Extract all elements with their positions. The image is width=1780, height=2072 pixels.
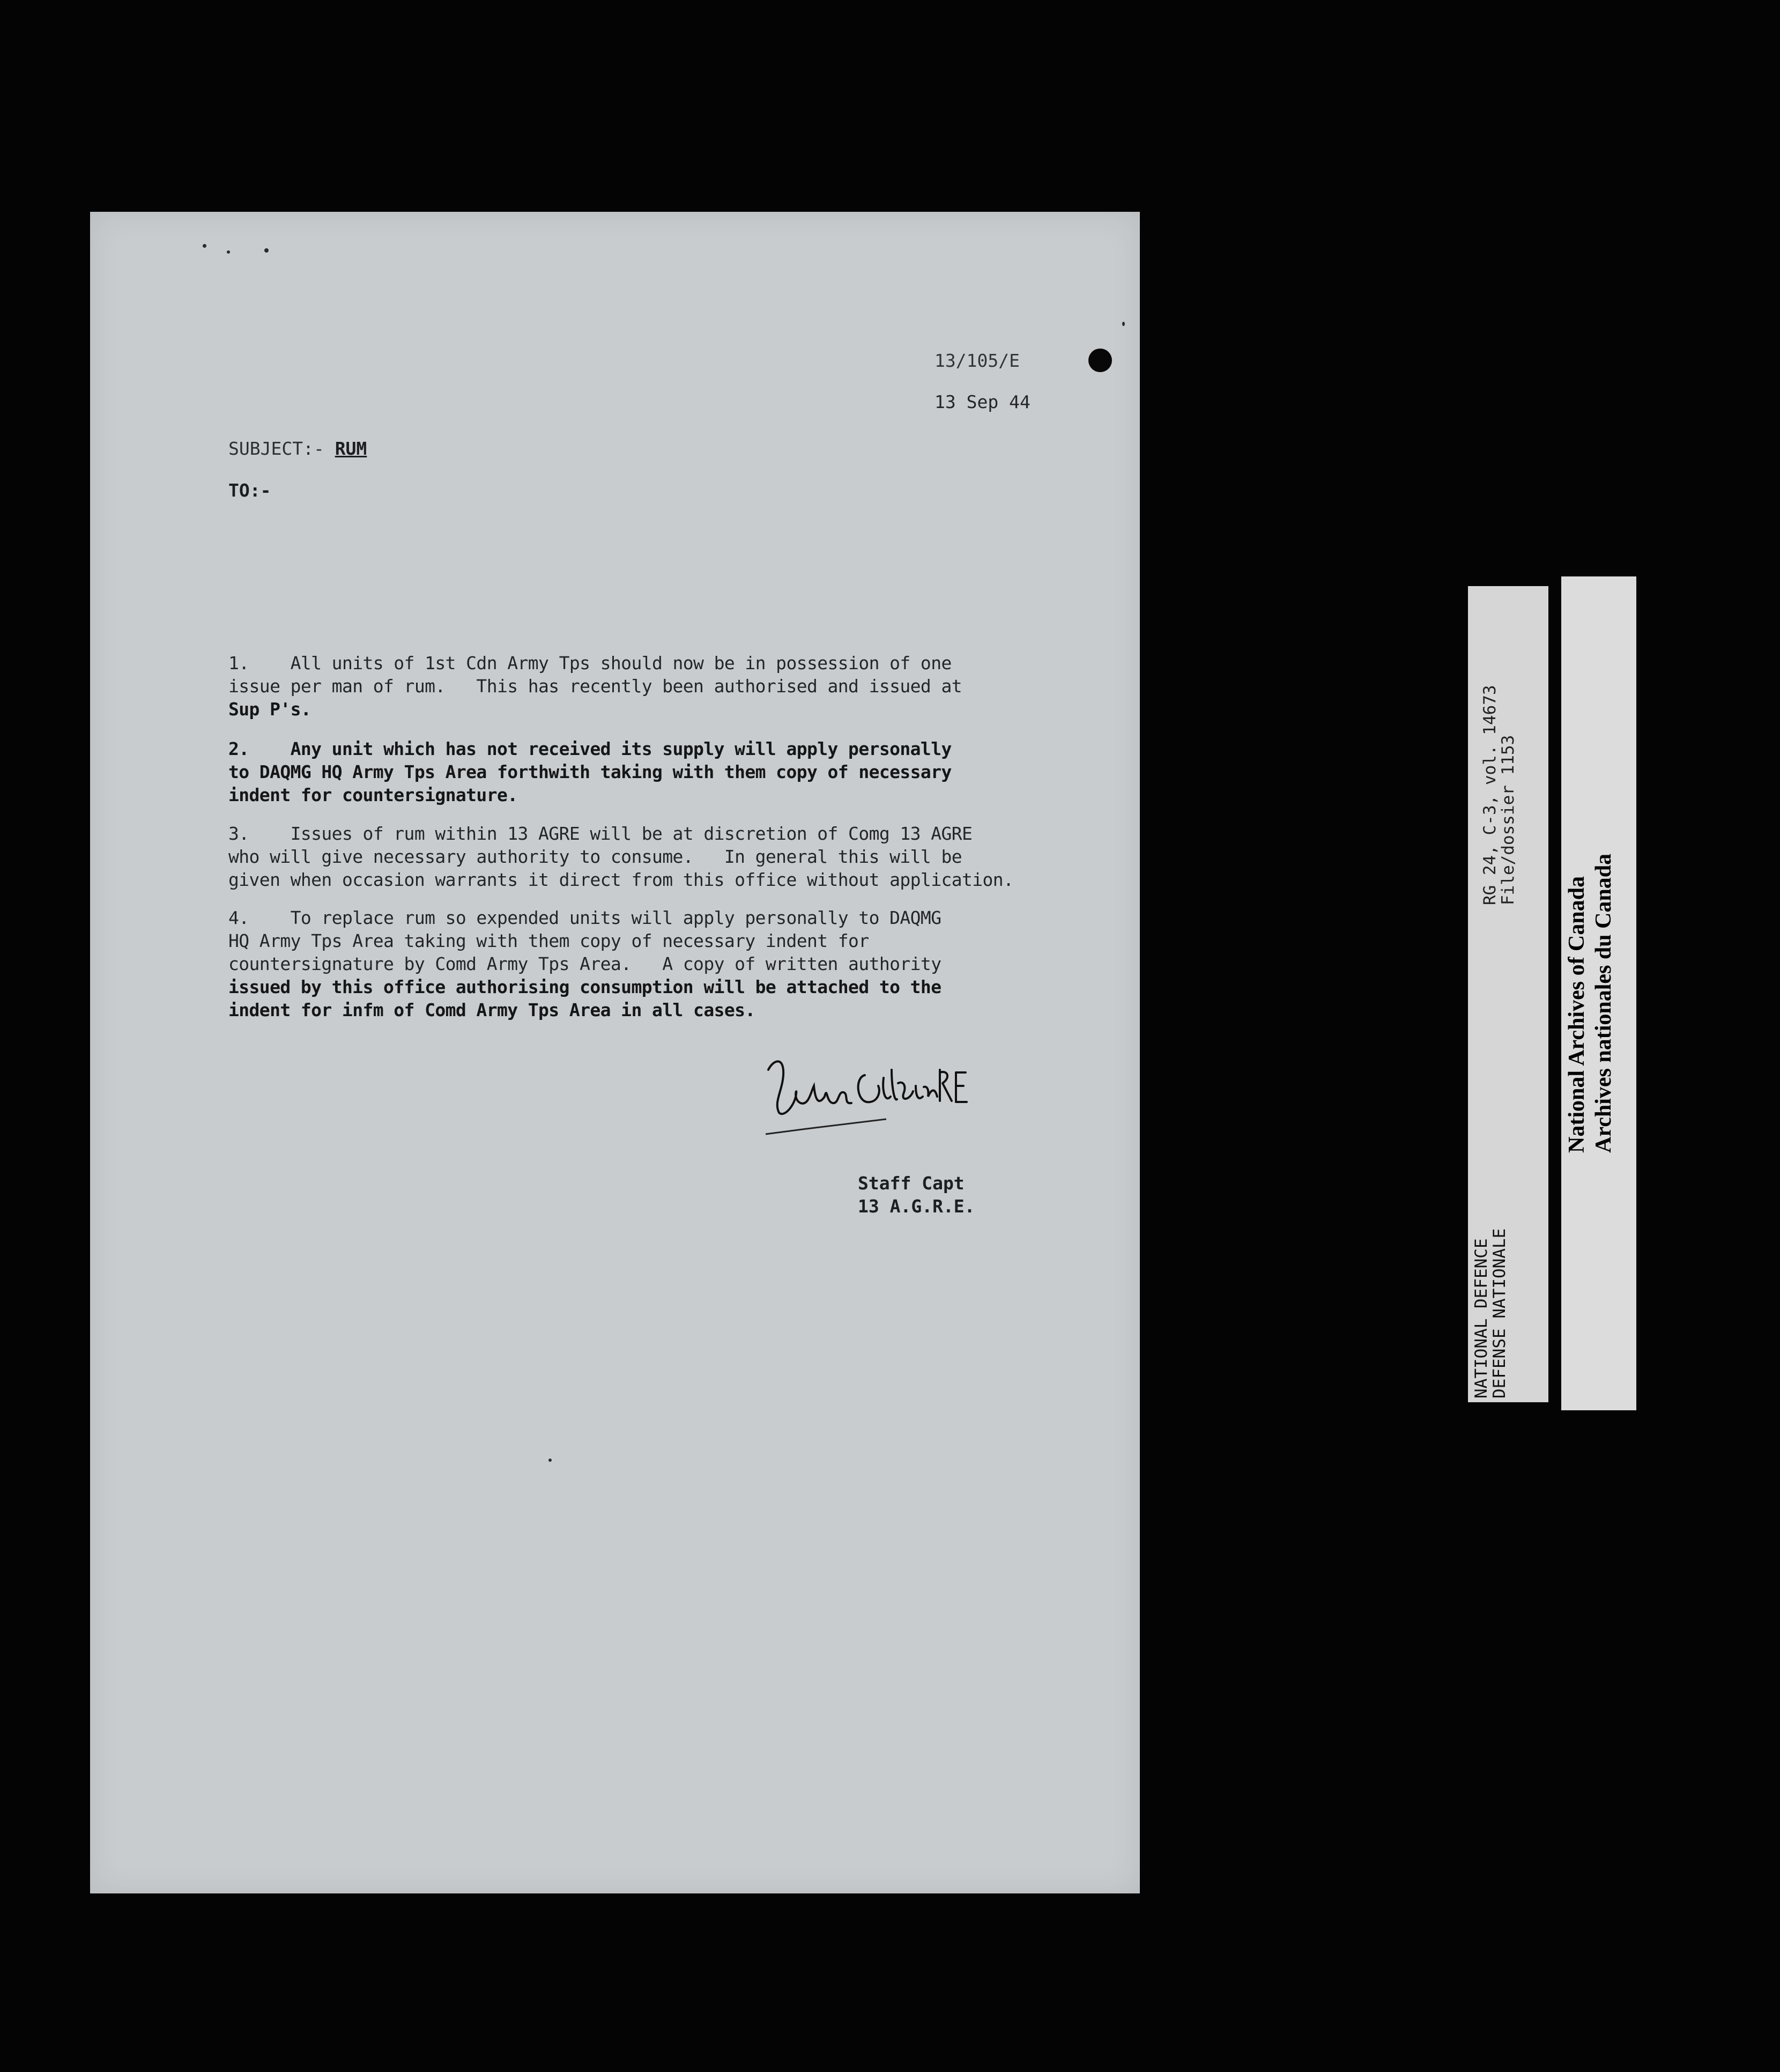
text-line: 3. Issues of rum within 13 AGRE will be at discretion of Comg 13 AGRE [228, 823, 973, 844]
text-line: NATIONAL DEFENCE [1472, 1238, 1491, 1398]
text-line: given when occasion warrants it direct from this office without application. [228, 869, 1014, 890]
text-line: indent for infm of Comd Army Tps Area in all cases. [228, 1000, 755, 1020]
document-page [90, 212, 1140, 1893]
text-line: countersignature by Comd Army Tps Area. A copy of written authority [228, 953, 941, 974]
paragraph-3 [228, 822, 1013, 891]
speck [227, 250, 230, 254]
text-line: Sup P's. [228, 699, 312, 720]
subject-value: RUM [335, 438, 367, 459]
signature-block [858, 1172, 975, 1218]
text-line: RG 24, C-3, vol. 14673 [1480, 685, 1500, 905]
text-line: HQ Army Tps Area taking with them copy of necessary indent for [228, 930, 869, 951]
document-date: 13 Sep 44 [934, 391, 1030, 412]
text-line: National Archives of Canada [1564, 876, 1589, 1153]
text-line: issued by this office authorising consumption will be attached to the [228, 976, 941, 997]
text-line: to DAQMG HQ Army Tps Area forthwith taking with them copy of necessary [228, 761, 952, 782]
speck [203, 244, 206, 248]
text-line: File/dossier 1153 [1499, 735, 1518, 905]
paragraph-4 [228, 906, 941, 1022]
text-line: who will give necessary authority to consume. In general this will be [228, 846, 962, 867]
to-label: TO:- [228, 480, 271, 501]
text-line: 1. All units of 1st Cdn Army Tps should now be in possession of one [228, 653, 952, 674]
signature-text: Captain RE [870, 1142, 874, 1143]
paragraph-2 [228, 737, 952, 806]
speck [548, 1459, 552, 1462]
paragraph-1 [228, 652, 962, 721]
speck [1122, 322, 1125, 326]
text-line: DEFENSE NATIONALE [1490, 1228, 1509, 1398]
text-line: 2. Any unit which has not received its supply will apply personally [228, 738, 952, 759]
punch-hole [1088, 349, 1112, 372]
handwritten-signature [763, 1054, 988, 1145]
archive-reference-text [1481, 685, 1517, 905]
subject-label: SUBJECT:- [228, 438, 324, 459]
reference-number: 13/105/E [934, 350, 1020, 371]
archives-label-text [1563, 854, 1617, 1153]
defence-label-text [1472, 1229, 1509, 1398]
speck [264, 248, 269, 253]
signer-unit: 13 A.G.R.E. [858, 1196, 975, 1217]
subject-line [228, 438, 367, 459]
text-line: issue per man of rum. This has recently been authorised and issued at [228, 676, 962, 697]
signer-title: Staff Capt [858, 1173, 965, 1194]
text-line: 4. To replace rum so expended units will apply personally to DAQMG [228, 907, 941, 928]
text-line: indent for countersignature. [228, 785, 518, 805]
text-line: Archives nationales du Canada [1591, 853, 1616, 1153]
